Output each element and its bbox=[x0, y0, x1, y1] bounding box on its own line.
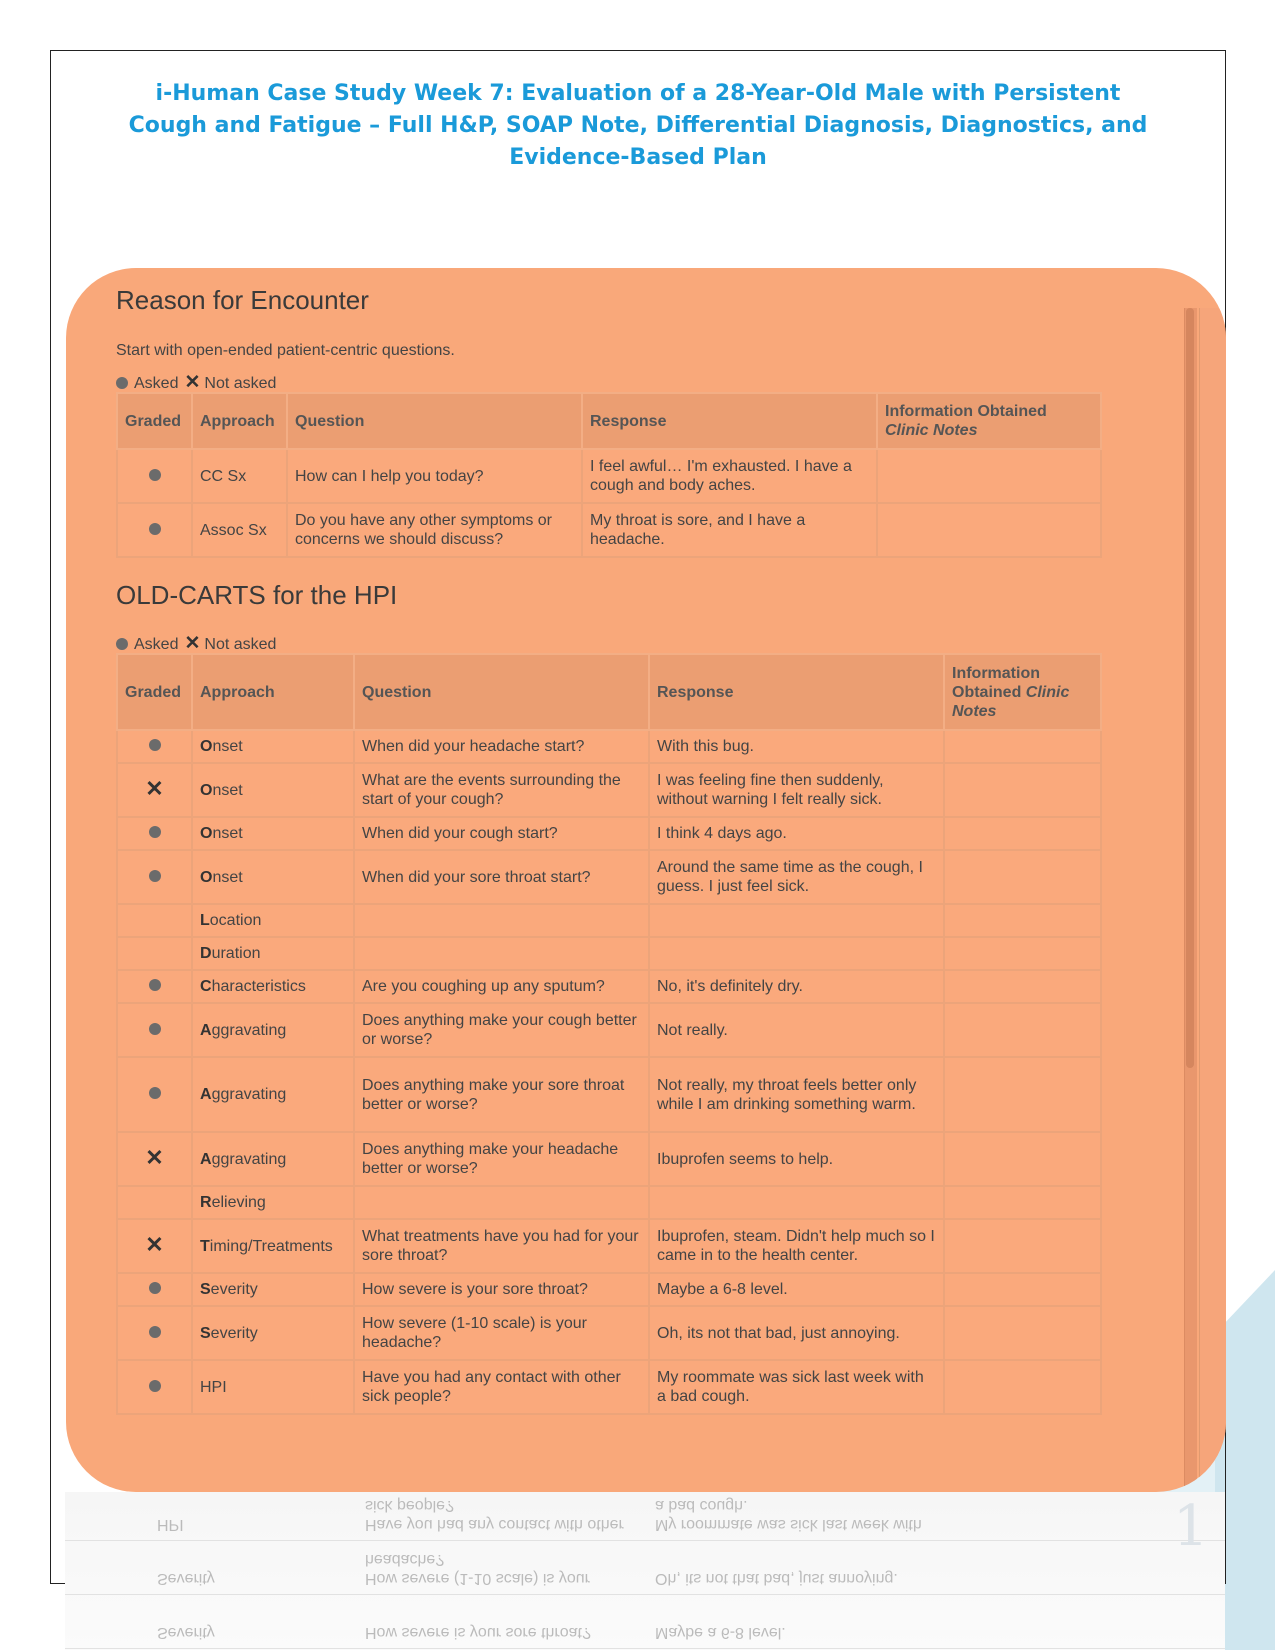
info-cell bbox=[944, 763, 1101, 817]
response-cell: With this bug. bbox=[649, 730, 944, 763]
window-edge bbox=[1199, 308, 1226, 1492]
graded-cell bbox=[117, 449, 192, 503]
legend-asked: Asked bbox=[134, 375, 179, 392]
hpi-table bbox=[116, 653, 1102, 1415]
approach-cell: Aggravating bbox=[192, 1132, 354, 1186]
graded-cell bbox=[117, 763, 192, 817]
info-cell bbox=[944, 1219, 1101, 1273]
not-asked-x-icon: ✕ bbox=[145, 776, 164, 801]
info-cell bbox=[944, 904, 1101, 937]
question-cell bbox=[354, 937, 649, 970]
reflection-row bbox=[65, 1546, 1225, 1595]
reason-legend bbox=[116, 371, 276, 394]
info-cell bbox=[944, 1273, 1101, 1306]
table-row bbox=[117, 449, 1101, 503]
info-cell bbox=[944, 1360, 1101, 1414]
approach-cell: Onset bbox=[192, 730, 354, 763]
header-question: Question bbox=[287, 393, 582, 449]
graded-cell bbox=[117, 1306, 192, 1360]
question-cell: How can I help you today? bbox=[287, 449, 582, 503]
info-cell bbox=[944, 1186, 1101, 1219]
table-row bbox=[117, 1273, 1101, 1306]
mirror-reflection bbox=[65, 1492, 1225, 1650]
header-question: Question bbox=[354, 654, 649, 730]
table-row bbox=[117, 763, 1101, 817]
header-graded: Graded bbox=[117, 654, 192, 730]
info-cell bbox=[877, 449, 1101, 503]
header-info bbox=[877, 393, 1101, 449]
table-row bbox=[117, 850, 1101, 904]
legend-not-asked: Not asked bbox=[204, 375, 277, 392]
approach-cell: Location bbox=[192, 904, 354, 937]
header-approach: Approach bbox=[192, 654, 354, 730]
graded-cell bbox=[117, 1057, 192, 1132]
reason-intro: Start with open-ended patient-centric questions. bbox=[116, 342, 455, 359]
table-row bbox=[117, 970, 1101, 1003]
question-cell: How severe (1-10 scale) is your headache? bbox=[354, 1306, 649, 1360]
reflection-question: How severe is your sore throat? bbox=[365, 1624, 591, 1641]
approach-cell: Onset bbox=[192, 763, 354, 817]
graded-cell bbox=[117, 1186, 192, 1219]
reflection-response: Maybe a 6-8 level. bbox=[655, 1624, 786, 1641]
response-cell: Oh, its not that bad, just annoying. bbox=[649, 1306, 944, 1360]
response-cell: I was feeling fine then suddenly, without warning I felt really sick. bbox=[649, 763, 944, 817]
not-asked-x-icon: ✕ bbox=[184, 633, 201, 654]
response-cell: Around the same time as the cough, I guess. I just feel sick. bbox=[649, 850, 944, 904]
info-cell bbox=[944, 1057, 1101, 1132]
document-title: i-Human Case Study Week 7: Evaluation of a 28-Year-Old Male with Persistent Cough and Fatigue – Full H&P, SOAP Note, Differential Diagnosis, Diagnostics, and Evidence-Based Plan bbox=[128, 81, 1148, 170]
graded-cell bbox=[117, 730, 192, 763]
table-row bbox=[117, 503, 1101, 557]
approach-cell: Aggravating bbox=[192, 1003, 354, 1057]
asked-dot-icon bbox=[116, 638, 128, 650]
scrollbar-thumb[interactable] bbox=[1186, 308, 1194, 1068]
table-row bbox=[117, 904, 1101, 937]
graded-cell bbox=[117, 1273, 192, 1306]
question-cell bbox=[354, 1186, 649, 1219]
asked-dot-icon bbox=[149, 523, 161, 535]
hpi-table-body bbox=[117, 730, 1101, 1414]
approach-cell: Aggravating bbox=[192, 1057, 354, 1132]
question-cell: Do you have any other symptoms or concerns we should discuss? bbox=[287, 503, 582, 557]
question-cell: What treatments have you had for your sore throat? bbox=[354, 1219, 649, 1273]
info-cell bbox=[944, 1003, 1101, 1057]
hpi-heading: OLD-CARTS for the HPI bbox=[116, 580, 398, 610]
graded-cell bbox=[117, 1360, 192, 1414]
asked-dot-icon bbox=[149, 979, 161, 991]
asked-dot-icon bbox=[149, 826, 161, 838]
table-row bbox=[117, 1306, 1101, 1360]
reflection-question: How severe (1-10 scale) is your headache? bbox=[365, 1551, 590, 1587]
reflection-row bbox=[65, 1492, 1225, 1541]
reason-table bbox=[116, 392, 1102, 558]
asked-dot-icon bbox=[149, 1087, 161, 1099]
info-cell bbox=[944, 937, 1101, 970]
graded-cell bbox=[117, 1003, 192, 1057]
info-cell bbox=[944, 970, 1101, 1003]
asked-dot-icon bbox=[149, 1023, 161, 1035]
graded-cell bbox=[117, 1132, 192, 1186]
reflection-row bbox=[65, 1600, 1225, 1649]
graded-cell bbox=[117, 503, 192, 557]
approach-cell: Duration bbox=[192, 937, 354, 970]
approach-cell: HPI bbox=[192, 1360, 354, 1414]
table-row bbox=[117, 817, 1101, 850]
response-cell bbox=[649, 904, 944, 937]
header-info-text: Information Obtained bbox=[885, 403, 1047, 420]
table-row bbox=[117, 730, 1101, 763]
asked-dot-icon bbox=[149, 870, 161, 882]
question-cell: When did your headache start? bbox=[354, 730, 649, 763]
response-cell: My throat is sore, and I have a headache. bbox=[582, 503, 877, 557]
question-cell: Does anything make your cough better or worse? bbox=[354, 1003, 649, 1057]
header-info-text: Information Obtained bbox=[952, 664, 1040, 701]
not-asked-x-icon: ✕ bbox=[184, 372, 201, 393]
response-cell bbox=[649, 937, 944, 970]
header-info-italic: Clinic Notes bbox=[952, 683, 1070, 720]
info-cell bbox=[944, 1306, 1101, 1360]
response-cell: Ibuprofen seems to help. bbox=[649, 1132, 944, 1186]
table-row bbox=[117, 1057, 1101, 1132]
approach-cell: Timing/Treatments bbox=[192, 1219, 354, 1273]
graded-cell bbox=[117, 937, 192, 970]
table-row bbox=[117, 1003, 1101, 1057]
not-asked-x-icon: ✕ bbox=[145, 1145, 164, 1170]
reason-table-body bbox=[117, 449, 1101, 557]
question-cell: Are you coughing up any sputum? bbox=[354, 970, 649, 1003]
info-cell bbox=[944, 730, 1101, 763]
header-approach: Approach bbox=[192, 393, 287, 449]
approach-cell: Onset bbox=[192, 817, 354, 850]
approach-cell: Assoc Sx bbox=[192, 503, 287, 557]
response-cell: Not really, my throat feels better only while I am drinking something warm. bbox=[649, 1057, 944, 1132]
reflection-approach: HPI bbox=[157, 1516, 184, 1533]
header-info-italic: Clinic Notes bbox=[885, 422, 978, 439]
question-cell: Have you had any contact with other sick people? bbox=[354, 1360, 649, 1414]
graded-cell bbox=[117, 970, 192, 1003]
reflection-response: My roommate was sick last week with a bad cough. bbox=[655, 1497, 922, 1533]
info-cell bbox=[944, 1132, 1101, 1186]
response-cell: Not really. bbox=[649, 1003, 944, 1057]
reflection-approach: Severity bbox=[157, 1624, 215, 1641]
response-cell: Ibuprofen, steam. Didn't help much so I came in to the health center. bbox=[649, 1219, 944, 1273]
question-cell: Does anything make your headache better or worse? bbox=[354, 1132, 649, 1186]
hpi-header-row bbox=[117, 654, 1101, 730]
graded-cell bbox=[117, 817, 192, 850]
info-cell bbox=[944, 850, 1101, 904]
response-cell: I feel awful… I'm exhausted. I have a cough and body aches. bbox=[582, 449, 877, 503]
info-cell bbox=[877, 503, 1101, 557]
reason-header-row bbox=[117, 393, 1101, 449]
hpi-legend bbox=[116, 632, 276, 655]
reflection-question: Have you had any contact with other sick people? bbox=[365, 1497, 624, 1533]
reason-heading: Reason for Encounter bbox=[116, 285, 369, 315]
page-number: 1 bbox=[1173, 1494, 1209, 1559]
asked-dot-icon bbox=[149, 1282, 161, 1294]
approach-cell: Severity bbox=[192, 1273, 354, 1306]
response-cell: I think 4 days ago. bbox=[649, 817, 944, 850]
table-row bbox=[117, 1360, 1101, 1414]
question-cell: What are the events surrounding the start of your cough? bbox=[354, 763, 649, 817]
asked-dot-icon bbox=[149, 739, 161, 751]
graded-cell bbox=[117, 850, 192, 904]
question-cell: Does anything make your sore throat better or worse? bbox=[354, 1057, 649, 1132]
question-cell: How severe is your sore throat? bbox=[354, 1273, 649, 1306]
approach-cell: Characteristics bbox=[192, 970, 354, 1003]
header-response: Response bbox=[582, 393, 877, 449]
info-cell bbox=[944, 817, 1101, 850]
approach-cell: Onset bbox=[192, 850, 354, 904]
table-row bbox=[117, 1219, 1101, 1273]
header-info bbox=[944, 654, 1101, 730]
table-row bbox=[117, 1186, 1101, 1219]
approach-cell: Severity bbox=[192, 1306, 354, 1360]
not-asked-x-icon: ✕ bbox=[145, 1232, 164, 1257]
response-cell: No, it's definitely dry. bbox=[649, 970, 944, 1003]
embedded-screenshot bbox=[66, 268, 1226, 1492]
header-response: Response bbox=[649, 654, 944, 730]
table-row bbox=[117, 937, 1101, 970]
asked-dot-icon bbox=[116, 377, 128, 389]
approach-cell: CC Sx bbox=[192, 449, 287, 503]
table-row bbox=[117, 1132, 1101, 1186]
graded-cell bbox=[117, 904, 192, 937]
header-graded: Graded bbox=[117, 393, 192, 449]
asked-dot-icon bbox=[149, 469, 161, 481]
reflection-approach: Severity bbox=[157, 1570, 215, 1587]
legend-asked: Asked bbox=[134, 636, 179, 653]
approach-cell: Relieving bbox=[192, 1186, 354, 1219]
response-cell: My roommate was sick last week with a bad cough. bbox=[649, 1360, 944, 1414]
response-cell bbox=[649, 1186, 944, 1219]
question-cell: When did your cough start? bbox=[354, 817, 649, 850]
asked-dot-icon bbox=[149, 1326, 161, 1338]
question-cell: When did your sore throat start? bbox=[354, 850, 649, 904]
question-cell bbox=[354, 904, 649, 937]
graded-cell bbox=[117, 1219, 192, 1273]
reflection-response: Oh, its not that bad, just annoying. bbox=[655, 1570, 898, 1587]
asked-dot-icon bbox=[149, 1380, 161, 1392]
legend-not-asked: Not asked bbox=[204, 636, 277, 653]
response-cell: Maybe a 6-8 level. bbox=[649, 1273, 944, 1306]
